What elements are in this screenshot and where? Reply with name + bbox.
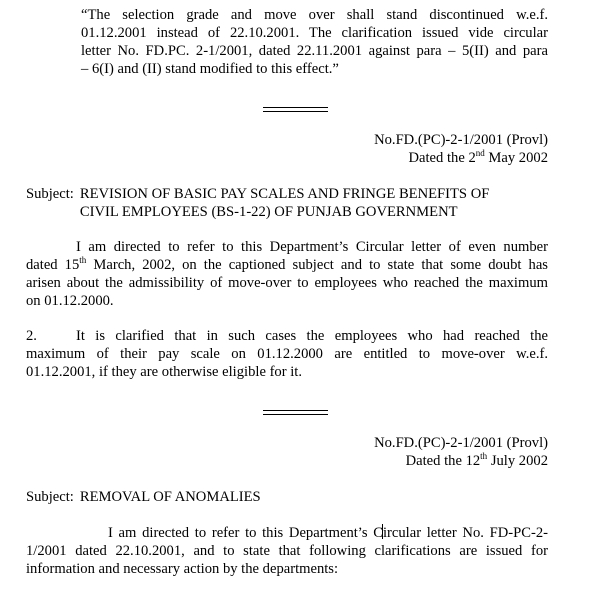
letter2-subject-text: REMOVAL OF ANOMALIES — [79, 489, 261, 505]
quote-line-3: letter No. FD.PC. 2-1/2001, dated 22.11.2001 against para – 5(II) and para — [81, 43, 548, 59]
letter2-p1-line-3: information and necessary action by the departments: — [26, 561, 339, 577]
quote-line-2: 01.12.2001 instead of 22.10.2001. The clarification issued vide circular — [81, 25, 548, 41]
letter1-subject-label: Subject: — [26, 186, 74, 202]
letter1-paragraph-2 — [26, 327, 548, 381]
letter1-date: Dated the 2nd May 2002 — [408, 148, 548, 166]
quote-paragraph — [81, 6, 548, 78]
letter2-paragraph-1 — [26, 524, 548, 578]
letter2-subject-label: Subject: — [26, 489, 74, 505]
letter1-subject-text: REVISION OF BASIC PAY SCALES AND FRINGE BENEFITS OF CIVIL EMPLOYEES (BS-1-22) OF PUNJAB GOVERNMENT — [79, 186, 490, 220]
letter1-p1-line-4: on 01.12.2000. — [26, 293, 114, 309]
letter1-p2-line-3: 01.12.2001, if they are otherwise eligible for it. — [26, 364, 302, 380]
letter2-reference — [300, 434, 548, 470]
quote-line-1: “The selection grade and move over shall stand discontinued w.e.f. — [81, 7, 548, 23]
letter1-p1-line-1: I am directed to refer to this Department’s Circular letter of even number — [76, 239, 548, 255]
letter2-p1-line-2: 1/2001 dated 22.10.2001, and to state that following clarifications are issued for — [26, 543, 548, 559]
letter1-p2-line-1: 2. It is clarified that in such cases the employees who had reached the — [26, 328, 548, 344]
letter1-reference — [300, 131, 548, 167]
letter1-subject — [26, 185, 566, 221]
letter1-p1-line-3: arisen about the admissibility of move-over to employees who reached the maximum — [26, 275, 548, 291]
letter1-paragraph-1 — [26, 238, 548, 310]
quote-line-4: – 6(I) and (II) stand modified to this effect.” — [81, 61, 339, 77]
letter1-p2-line-2: maximum of their pay scale on 01.12.2000 are entitled to move-over w.e.f. — [26, 346, 548, 362]
letter2-date: Dated the 12th July 2002 — [405, 451, 548, 469]
letter2-subject — [26, 488, 566, 506]
letter1-p1-line-2: dated 15th March, 2002, on the captioned subject and to state that some doubt has — [26, 256, 548, 273]
letter2-p1-line-1: I am directed to refer to this Department’s Circular letter No. FD-PC-2- — [108, 525, 548, 541]
letter2-reference-no: No.FD.(PC)-2-1/2001 (Provl) — [374, 435, 548, 451]
letter1-reference-no: No.FD.(PC)-2-1/2001 (Provl) — [374, 132, 548, 148]
